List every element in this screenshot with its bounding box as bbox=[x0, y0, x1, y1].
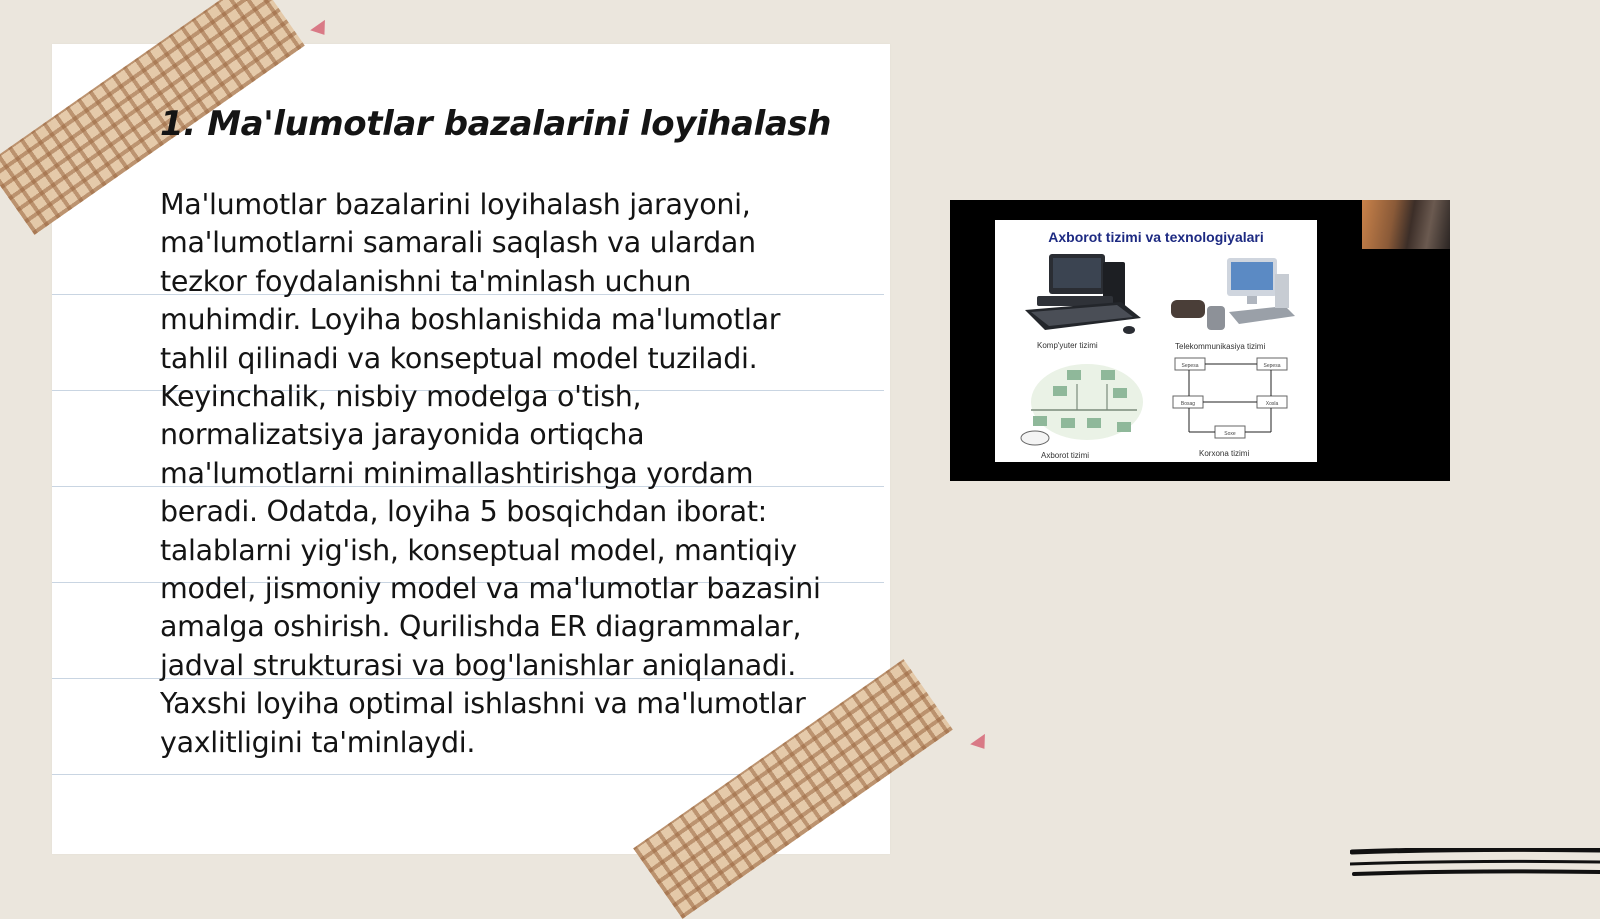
caption-corporate-system: Korxona tizimi bbox=[1199, 449, 1250, 458]
tape-tip-decoration bbox=[970, 734, 992, 754]
video-slide-title: Axborot tizimi va texnologiyalari bbox=[1048, 229, 1264, 245]
diagram-box-label: Soxe bbox=[1224, 431, 1236, 437]
video-slide-frame bbox=[995, 220, 1317, 462]
slide-heading: 1. Ma'lumotlar bazalarini loyihalash bbox=[160, 104, 832, 144]
tape-tip-decoration bbox=[310, 20, 332, 40]
computer-icon bbox=[1017, 252, 1145, 340]
caption-telecom-system: Telekommunikasiya tizimi bbox=[1175, 342, 1266, 351]
webcam-overlay bbox=[1362, 200, 1450, 249]
org-flow-diagram-icon bbox=[1171, 356, 1295, 442]
caption-info-system: Axborot tizimi bbox=[1041, 451, 1090, 460]
diagram-box-label: Xosla bbox=[1265, 401, 1279, 407]
diagram-box-label: Sepesa bbox=[1181, 363, 1199, 369]
diagram-box-label: Sepesa bbox=[1263, 363, 1281, 369]
caption-computer-system: Komp'yuter tizimi bbox=[1037, 341, 1098, 350]
diagram-box-label: Bosag bbox=[1180, 401, 1196, 407]
telecom-devices-icon bbox=[1167, 254, 1297, 338]
network-diagram-icon bbox=[1017, 362, 1145, 450]
slide-body-text: Ma'lumotlar bazalarini loyihalash jarayoni, ma'lumotlarni samarali saqlash va ulardan tezkor foydalanishni ta'minlash uchun muhimdir. Loyiha boshlanishida ma'lumotlar tahlil qilinadi va konseptual model tuziladi. Keyinchalik, nisbiy modelga o'tish, normalizatsiya jarayonida ortiqcha ma'lumotlarni minimallashtirishga yordam beradi. Odatda, loyiha 5 bosqichdan iborat: talablarni yig'ish, konseptual model, mantiqiy model, jismoniy model va ma'lumotlar bazasini amalga oshirish. Qurilishda ER diagrammalar, jadval strukturasi va bog'lanishlar aniqlanadi. Yaxshi loyiha optimal ishlashni va ma'lumotlar yaxlitligini ta'minlaydi. bbox=[160, 188, 821, 759]
embedded-video[interactable] bbox=[950, 200, 1450, 481]
decorative-lines bbox=[1350, 848, 1600, 888]
